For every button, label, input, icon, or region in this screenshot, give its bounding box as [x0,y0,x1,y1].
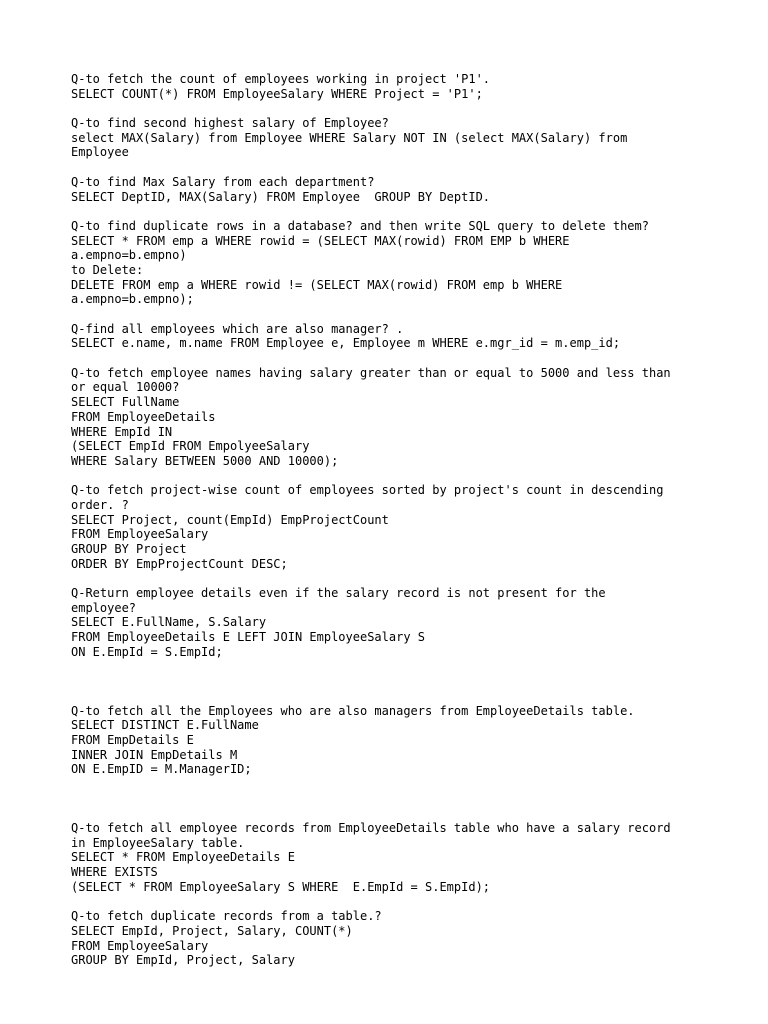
query-line: FROM EmployeeSalary [71,938,209,953]
query-line: SELECT Project, count(EmpId) EmpProjectCount [71,512,389,527]
blank-line [71,895,711,910]
blank-line [71,469,711,484]
query-line: employee? [71,600,137,615]
query-line: FROM EmpDetails E [71,732,194,747]
question-line: Q-to fetch all employee records from EmployeeDetails table who have a salary record [71,821,671,836]
blank-line [71,792,711,807]
query-line: FROM EmployeeSalary [71,527,209,542]
qa-block [71,704,711,822]
query-line: or equal 10000? [71,380,180,395]
query-line: SELECT DISTINCT E.FullName [71,718,259,733]
blank-line [71,351,711,366]
blank-line [71,660,711,675]
question-line: Q-to fetch project-wise count of employees sorted by project's count in descending [71,483,664,498]
qa-block [71,72,711,116]
blank-line [71,571,711,586]
document-page [71,72,711,968]
qa-block [71,483,711,586]
blank-line [71,204,711,219]
query-line: a.empno=b.empno); [71,292,194,307]
query-line: FROM EmployeeDetails E LEFT JOIN EmployeeSalary S [71,630,426,645]
query-line: SELECT * FROM emp a WHERE rowid = (SELECT MAX(rowid) FROM EMP b WHERE [71,233,570,248]
qa-block [71,821,711,909]
qa-block [71,219,711,322]
query-line: FROM EmployeeDetails [71,409,216,424]
query-line: in EmployeeSalary table. [71,835,245,850]
query-line: SELECT EmpId, Project, Salary, COUNT(*) [71,923,353,938]
blank-line [71,806,711,821]
question-line: Q-to fetch the count of employees working in project 'P1'. [71,72,491,86]
query-line: SELECT COUNT(*) FROM EmployeeSalary WHERE Project = 'P1'; [71,86,483,101]
query-line: SELECT E.FullName, S.Salary [71,615,267,630]
query-line: WHERE Salary BETWEEN 5000 AND 10000); [71,453,339,468]
blank-line [71,689,711,704]
blank-line [71,160,711,175]
query-line: SELECT FullName [71,395,180,410]
query-line: WHERE EXISTS [71,865,158,880]
query-line: order. ? [71,497,129,512]
query-line: GROUP BY EmpId, Project, Salary [71,953,295,968]
query-line: SELECT * FROM EmployeeDetails E [71,850,295,865]
query-line: SELECT e.name, m.name FROM Employee e, Employee m WHERE e.mgr_id = m.emp_id; [71,336,621,351]
query-line: ON E.EmpID = M.ManagerID; [71,762,252,777]
query-line: INNER JOIN EmpDetails M [71,747,238,762]
blank-line [71,777,711,792]
question-line: Q-to fetch duplicate records from a table.? [71,909,382,924]
blank-line [71,101,711,116]
query-line: ON E.EmpId = S.EmpId; [71,644,223,659]
query-line: (SELECT EmpId FROM EmpolyeeSalary [71,439,310,454]
question-line: Q-to fetch employee names having salary greater than or equal to 5000 and less than [71,365,671,380]
query-line: SELECT DeptID, MAX(Salary) FROM Employee GROUP BY DeptID. [71,189,491,204]
qa-block [71,909,711,968]
qa-block [71,116,711,175]
query-line: select MAX(Salary) from Employee WHERE Salary NOT IN (select MAX(Salary) from [71,130,628,145]
question-line: Q-to find duplicate rows in a database? and then write SQL query to delete them? [71,218,649,233]
question-line: Q-to find second highest salary of Employee? [71,116,389,131]
query-line: ORDER BY EmpProjectCount DESC; [71,556,288,571]
qa-block [71,366,711,484]
question-line: Q-to fetch all the Employees who are also managers from EmployeeDetails table. [71,703,635,718]
query-line: (SELECT * FROM EmployeeSalary S WHERE E.EmpId = S.EmpId); [71,879,491,894]
query-line: to Delete: [71,262,144,277]
blank-line [71,674,711,689]
question-line: Q-to find Max Salary from each department? [71,174,375,189]
query-line: a.empno=b.empno) [71,248,187,263]
question-line: Q-find all employees which are also manager? . [71,321,404,336]
query-line: Employee [71,145,129,160]
blank-line [71,307,711,322]
qa-block [71,175,711,219]
query-line: WHERE EmpId IN [71,424,173,439]
question-line: Q-Return employee details even if the salary record is not present for the [71,586,606,601]
qa-block [71,586,711,704]
qa-block [71,322,711,366]
query-line: GROUP BY Project [71,542,187,556]
query-line: DELETE FROM emp a WHERE rowid != (SELECT MAX(rowid) FROM emp b WHERE [71,277,563,292]
